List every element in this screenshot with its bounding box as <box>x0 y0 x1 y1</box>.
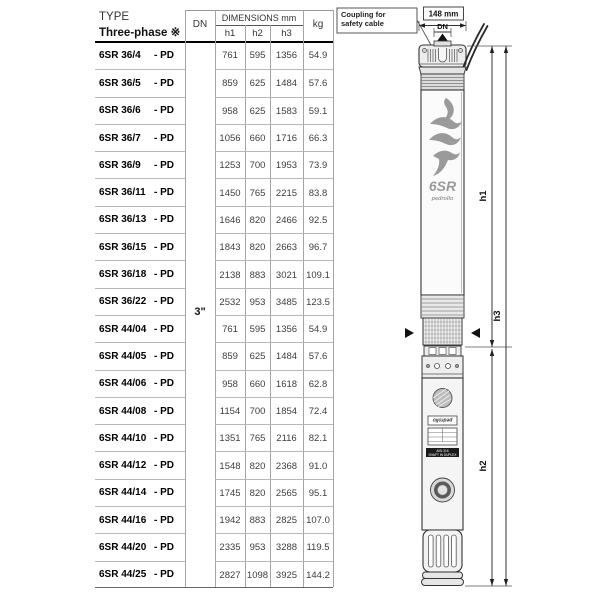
dimension-lines <box>465 46 512 586</box>
h3-value: 2215 <box>275 187 298 199</box>
body-brand-text: pedrollo <box>431 196 454 202</box>
table-row <box>95 342 335 369</box>
h1-value: 2335 <box>219 542 241 554</box>
pump-type-variant: - PD <box>154 460 174 472</box>
h2-value: 765 <box>249 187 266 199</box>
pump-type-cell <box>95 479 185 506</box>
table-header-dimensions: DIMENSIONS mm <box>221 13 297 23</box>
h1-value: 2827 <box>219 569 241 581</box>
table-row <box>95 233 335 260</box>
kg-value: 83.8 <box>308 187 328 199</box>
motor-coupling <box>422 346 463 378</box>
pump-type-variant: - PD <box>154 187 174 199</box>
h1-value: 958 <box>222 378 238 390</box>
h2-value: 820 <box>249 460 266 472</box>
suction-strainer <box>423 318 462 345</box>
h3-value: 3485 <box>275 296 298 308</box>
table-row <box>95 370 335 397</box>
motor-emblem <box>433 389 452 408</box>
table-row <box>95 42 335 69</box>
h1-value: 1450 <box>219 187 241 199</box>
pump-type-name: 6SR 44/20 <box>99 541 147 553</box>
table-row <box>95 178 335 205</box>
pump-type-variant: - PD <box>154 241 174 253</box>
h2-value: 820 <box>249 214 266 226</box>
pump-type-name: 6SR 36/15 <box>99 241 147 253</box>
table-header-h3: h3 <box>281 28 292 39</box>
h2-value: 820 <box>249 242 266 254</box>
pump-neck <box>419 67 466 90</box>
motor-bottom-slots <box>423 530 462 572</box>
inlet-arrow-left-icon <box>405 328 414 338</box>
dimensions-underline <box>215 25 303 26</box>
h1-value: 2138 <box>219 269 241 281</box>
table-top-rule <box>185 10 333 11</box>
table-row <box>95 97 335 124</box>
dimension-values <box>215 342 333 370</box>
pump-type-variant: - PD <box>154 269 174 281</box>
h1-value: 1548 <box>219 460 241 472</box>
motor-port <box>431 478 455 502</box>
dimension-values <box>215 42 333 69</box>
h3-value: 1583 <box>275 105 298 117</box>
pump-type-name: 6SR 36/5 <box>99 77 141 89</box>
pump-type-name: 6SR 44/06 <box>99 378 147 390</box>
h2-value: 765 <box>249 433 266 445</box>
pump-type-variant: - PD <box>154 405 174 417</box>
pump-type-cell <box>95 178 185 205</box>
pump-type-variant: - PD <box>154 296 174 308</box>
dimension-values <box>215 178 333 206</box>
motor-brand-text: pedrollo <box>432 416 453 423</box>
table-header-h1: h1 <box>224 28 236 39</box>
pump-type-cell <box>95 288 185 315</box>
material-line2: SHAFT IN DUPLEX <box>428 453 457 458</box>
table-row <box>95 288 335 315</box>
pump-type-cell <box>95 315 185 342</box>
h2-value: 953 <box>249 542 266 554</box>
h1-value: 761 <box>222 50 238 62</box>
h3-value: 1356 <box>275 50 298 62</box>
h3-value: 1484 <box>275 78 298 90</box>
dimension-values <box>215 451 333 479</box>
dimension-values <box>215 315 333 343</box>
pump-type-variant: - PD <box>154 541 174 553</box>
table-row <box>95 315 335 342</box>
table-row <box>95 260 335 287</box>
pump-type-variant: - PD <box>154 323 174 335</box>
pump-type-variant: - PD <box>154 132 174 144</box>
dn-dimension-label: DN <box>437 22 448 31</box>
h1-value: 1351 <box>219 433 241 445</box>
h2-value: 660 <box>249 378 266 390</box>
table-header-dn: DN <box>192 19 208 30</box>
dn-shared-value: 3" <box>194 306 206 318</box>
pump-type-variant: - PD <box>154 569 174 581</box>
table-header-h2: h2 <box>252 28 263 39</box>
kg-value: 92.5 <box>308 214 328 226</box>
dimension-values <box>215 397 333 425</box>
h1-value: 1843 <box>219 242 241 254</box>
power-cables <box>463 24 488 70</box>
h2-value: 625 <box>249 78 266 90</box>
h1-value: 1745 <box>219 487 241 499</box>
kg-value: 109.1 <box>306 269 330 281</box>
table-row <box>95 424 335 451</box>
h3-value: 1618 <box>275 378 298 390</box>
dimension-values <box>215 288 333 316</box>
pump-type-name: 6SR 36/13 <box>99 214 147 226</box>
kg-value: 91.0 <box>308 460 328 472</box>
table-row <box>95 561 335 588</box>
pump-type-cell <box>95 97 185 124</box>
pump-type-variant: - PD <box>154 214 174 226</box>
h2-value: 883 <box>249 269 266 281</box>
h2-value: 660 <box>249 133 266 145</box>
h3-value: 1356 <box>275 324 298 336</box>
pump-type-cell <box>95 397 185 424</box>
pump-type-cell <box>95 370 185 397</box>
pump-type-name: 6SR 44/25 <box>99 569 147 581</box>
dimension-values <box>215 533 333 561</box>
kg-value: 54.9 <box>308 324 328 336</box>
coupling-label-line1: Coupling for <box>341 10 386 19</box>
h1-value: 1942 <box>219 515 241 527</box>
kg-value: 119.5 <box>306 542 330 554</box>
h2-value: 700 <box>249 406 266 417</box>
table-header-kg: kg <box>312 19 324 30</box>
pump-type-cell <box>95 233 185 260</box>
lower-ribbed-band <box>421 295 464 318</box>
pump-type-variant: - PD <box>154 159 174 171</box>
pump-type-name: 6SR 44/04 <box>99 323 147 335</box>
kg-value: 57.6 <box>308 78 328 90</box>
material-line1: AISI 316 <box>436 449 449 453</box>
kg-value: 144.2 <box>306 569 330 581</box>
pump-type-cell <box>95 69 185 96</box>
pump-type-variant: - PD <box>154 432 174 444</box>
h3-value: 2825 <box>275 515 298 527</box>
pump-type-variant: - PD <box>154 105 174 117</box>
table-row <box>95 69 335 96</box>
h1-dimension-label: h1 <box>478 190 489 202</box>
h3-value: 1854 <box>275 406 298 417</box>
h1-value: 761 <box>222 324 238 336</box>
h3-value: 3021 <box>275 269 298 281</box>
table-body <box>95 42 335 588</box>
coupling-label-line2: safety cable <box>341 19 384 28</box>
motor-brand-plate <box>428 416 457 425</box>
kg-value: 107.0 <box>306 515 330 527</box>
h3-value: 1484 <box>275 351 298 363</box>
dimension-values <box>215 561 333 589</box>
dimension-values <box>215 233 333 261</box>
h3-value: 3288 <box>275 542 298 554</box>
pump-type-cell <box>95 506 185 533</box>
table-row <box>95 479 335 506</box>
pump-type-variant: - PD <box>154 378 174 390</box>
h1-value: 1154 <box>219 406 241 417</box>
kg-value: 95.1 <box>308 487 328 499</box>
pump-type-name: 6SR 36/7 <box>99 132 141 144</box>
pump-type-name: 6SR 36/6 <box>99 105 141 117</box>
kg-value: 73.9 <box>308 160 328 172</box>
h2-value: 595 <box>249 50 266 62</box>
h2-value: 883 <box>249 515 266 527</box>
pump-technical-drawing <box>335 0 600 600</box>
h1-value: 958 <box>222 105 238 117</box>
dimension-values <box>215 506 333 534</box>
pump-type-cell <box>95 342 185 369</box>
kg-value: 57.6 <box>308 351 328 363</box>
h3-value: 2663 <box>275 242 298 254</box>
pump-type-cell <box>95 260 185 287</box>
table-header-phase: Three-phase ※ <box>99 27 181 39</box>
pump-type-variant: - PD <box>154 350 174 362</box>
h2-value: 953 <box>249 296 266 308</box>
dimension-values <box>215 479 333 507</box>
pump-type-variant: - PD <box>154 514 174 526</box>
pump-type-variant: - PD <box>154 77 174 89</box>
pump-type-name: 6SR 36/22 <box>99 296 147 308</box>
pump-type-name: 6SR 36/11 <box>99 187 146 199</box>
h3-value: 2116 <box>276 433 297 445</box>
h3-value: 2565 <box>275 487 298 499</box>
pump-type-name: 6SR 44/16 <box>99 514 147 526</box>
pump-type-cell <box>95 451 185 478</box>
kg-value: 54.9 <box>308 50 328 62</box>
kg-value: 96.7 <box>308 242 328 254</box>
pump-type-name: 6SR 36/18 <box>99 269 147 281</box>
pump-body <box>421 90 464 295</box>
pump-type-variant: - PD <box>154 487 174 499</box>
table-row <box>95 397 335 424</box>
kg-value: 72.4 <box>308 406 328 417</box>
kg-value: 59.1 <box>308 105 328 117</box>
h1-value: 1646 <box>219 214 241 226</box>
h2-value: 1098 <box>246 569 269 581</box>
h1-value: 1056 <box>219 133 241 145</box>
dimension-values <box>215 424 333 452</box>
dimension-values <box>215 260 333 288</box>
pump-type-cell <box>95 533 185 560</box>
table-row <box>95 506 335 533</box>
pump-head <box>419 41 466 67</box>
dimension-values <box>215 124 333 152</box>
table-row <box>95 206 335 233</box>
pump-type-variant: - PD <box>154 50 174 62</box>
h3-value: 3925 <box>275 569 298 581</box>
pump-type-name: 6SR 44/14 <box>99 487 147 499</box>
pump-type-cell <box>95 206 185 233</box>
kg-value: 66.3 <box>308 133 328 145</box>
h3-value: 2368 <box>275 460 298 472</box>
dimension-values <box>215 151 333 179</box>
h2-value: 595 <box>249 324 266 336</box>
width-dimension-label: 148 mm <box>428 9 459 19</box>
h3-value: 1953 <box>275 160 298 172</box>
pump-type-name: 6SR 44/05 <box>99 350 147 362</box>
h1-value: 2532 <box>219 296 241 308</box>
kg-value: 62.8 <box>308 378 328 390</box>
dimension-values <box>215 206 333 234</box>
spec-table <box>95 10 335 588</box>
pump-type-name: 6SR 44/10 <box>99 432 147 444</box>
h1-value: 859 <box>222 78 238 90</box>
bottom-cap <box>422 572 464 586</box>
table-header-type: TYPE <box>99 11 130 23</box>
dimension-values <box>215 97 333 125</box>
pump-type-name: 6SR 36/4 <box>99 50 141 62</box>
material-strip <box>426 448 459 457</box>
dimension-values <box>215 69 333 97</box>
h3-value: 2466 <box>275 214 298 226</box>
pump-type-cell <box>95 424 185 451</box>
table-row <box>95 151 335 178</box>
pump-type-name: 6SR 44/08 <box>99 405 147 417</box>
pump-type-name: 6SR 44/12 <box>99 460 147 472</box>
dimension-values <box>215 370 333 398</box>
table-row <box>95 124 335 151</box>
kg-value: 82.1 <box>308 433 328 445</box>
pump-type-cell <box>95 561 185 588</box>
h3-value: 1716 <box>275 133 298 145</box>
h2-value: 700 <box>249 160 266 172</box>
h2-value: 625 <box>249 351 266 363</box>
h3-dimension-label: h3 <box>492 310 503 322</box>
h2-value: 820 <box>249 487 266 499</box>
h1-value: 859 <box>222 351 238 363</box>
h1-value: 1253 <box>219 160 241 172</box>
motor-spec-plate <box>428 428 457 445</box>
pump-type-cell <box>95 151 185 178</box>
kg-value: 123.5 <box>306 296 330 308</box>
pump-type-name: 6SR 36/9 <box>99 159 141 171</box>
motor-body <box>422 378 463 530</box>
body-model-text: 6SR <box>428 178 457 194</box>
inlet-arrow-right-icon <box>471 328 480 338</box>
pump-type-cell <box>95 124 185 151</box>
h2-value: 625 <box>249 105 266 117</box>
table-row <box>95 451 335 478</box>
coupling-callout <box>337 8 431 45</box>
pump-type-cell <box>95 42 185 69</box>
table-row <box>95 533 335 560</box>
h2-dimension-label: h2 <box>478 460 489 472</box>
